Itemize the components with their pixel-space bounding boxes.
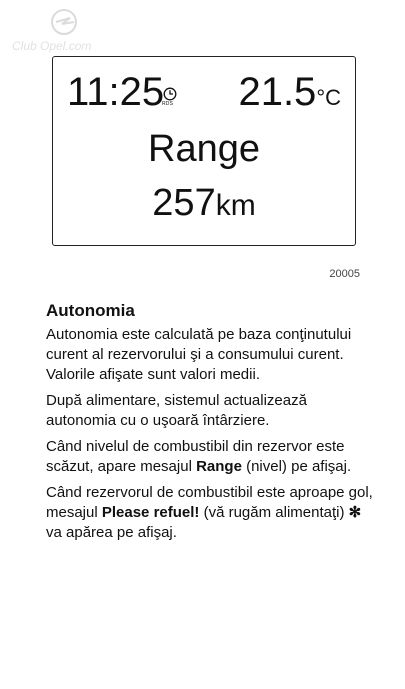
watermark-text: Club Opel.com — [12, 39, 92, 53]
range-value — [53, 181, 355, 228]
paragraph-1: Autonomia este calculată pe baza conţinutului curent al rezervorului şi a consumului curent. Valorile afişate sunt valori medii. — [46, 326, 352, 383]
p3-text-after: (nivel) pe afişaj. — [241, 458, 352, 475]
outside-temperature — [238, 69, 341, 121]
p3-bold-range: Range — [196, 458, 242, 475]
section-heading: Autonomia — [46, 301, 135, 320]
info-display — [52, 56, 356, 246]
p4-bold-refuel: Please refuel! — [101, 504, 200, 521]
fuel-warning-icon: ✻ — [348, 504, 362, 521]
range-unit: km — [215, 189, 256, 222]
p4-text-end: va apărea pe afişaj. — [46, 524, 177, 541]
rds-label: RDS — [162, 101, 174, 107]
range-label: Range — [148, 128, 260, 170]
section-autonomia — [46, 300, 376, 549]
paragraph-2: După alimentare, sistemul actualizează autonomia cu o uşoară întârziere. — [46, 392, 307, 429]
p4-text-after: (vă rugăm alimentaţi) — [199, 504, 349, 521]
clock-icon — [163, 87, 177, 101]
temp-unit: °C — [316, 85, 341, 110]
range-number: 257 — [152, 182, 216, 224]
paragraph-3 — [46, 437, 376, 477]
club-opel-watermark — [4, 4, 124, 56]
paragraph-4 — [46, 483, 376, 543]
temp-value: 21.5 — [238, 70, 317, 114]
p3-text-before: Când nivelul de combustibil din rezervor este scăzut, apare mesajul — [46, 438, 345, 475]
figure-id: 20005 — [329, 268, 360, 280]
p4-text-before: Când rezervorul de combustibil este aproape gol, mesajul — [46, 484, 373, 521]
clock-time: 11:25 — [67, 70, 165, 114]
